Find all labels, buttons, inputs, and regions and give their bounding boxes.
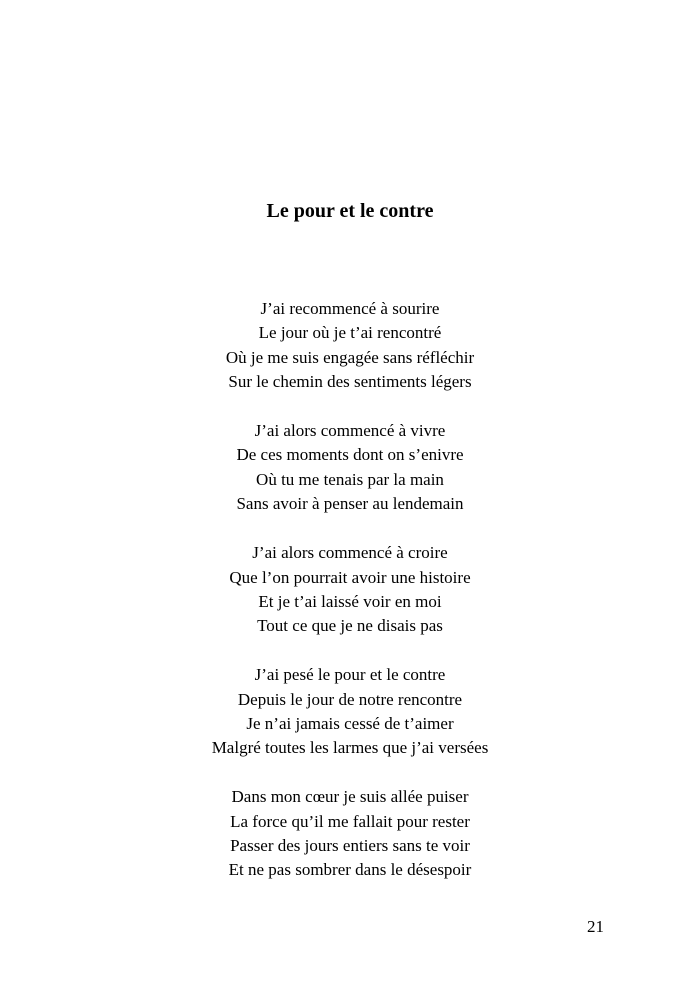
stanza (0, 663, 700, 761)
poem-line: Passer des jours entiers sans te voir (230, 836, 470, 856)
poem-body (0, 297, 700, 907)
poem-line: Où je me suis engagée sans réfléchir (225, 347, 475, 367)
poem-line: Malgré toutes les larmes que j’ai versées (211, 738, 489, 758)
poem-line: Depuis le jour de notre rencontre (237, 689, 463, 709)
poem-line: La force qu’il me fallait pour rester (230, 811, 470, 831)
poem-line: Sur le chemin des sentiments légers (228, 372, 472, 392)
poem-line: Sans avoir à penser au lendemain (236, 494, 464, 514)
poem-line: J’ai alors commencé à croire (252, 543, 448, 563)
poem-line: De ces moments dont on s’enivre (236, 445, 464, 465)
poem-line: Tout ce que je ne disais pas (257, 616, 443, 636)
poem-line: Où tu me tenais par la main (256, 469, 444, 489)
poem-line: J’ai pesé le pour et le contre (254, 665, 446, 685)
poem-line: J’ai alors commencé à vivre (254, 421, 446, 441)
poem-line: Et ne pas sombrer dans le désespoir (228, 860, 472, 880)
poem-line: Dans mon cœur je suis allée puiser (231, 787, 469, 807)
page-number: 21 (587, 917, 604, 936)
stanza (0, 785, 700, 883)
stanza (0, 297, 700, 395)
poem-line: Le jour où je t’ai rencontré (258, 323, 442, 343)
stanza (0, 419, 700, 517)
poem-line: Je n’ai jamais cessé de t’aimer (246, 713, 454, 733)
poem-title: Le pour et le contre (266, 200, 434, 222)
stanza (0, 541, 700, 639)
poem-line: J’ai recommencé à sourire (260, 299, 440, 318)
poem-line: Et je t’ai laissé voir en moi (258, 591, 442, 611)
poem-line: Que l’on pourrait avoir une histoire (229, 567, 471, 587)
